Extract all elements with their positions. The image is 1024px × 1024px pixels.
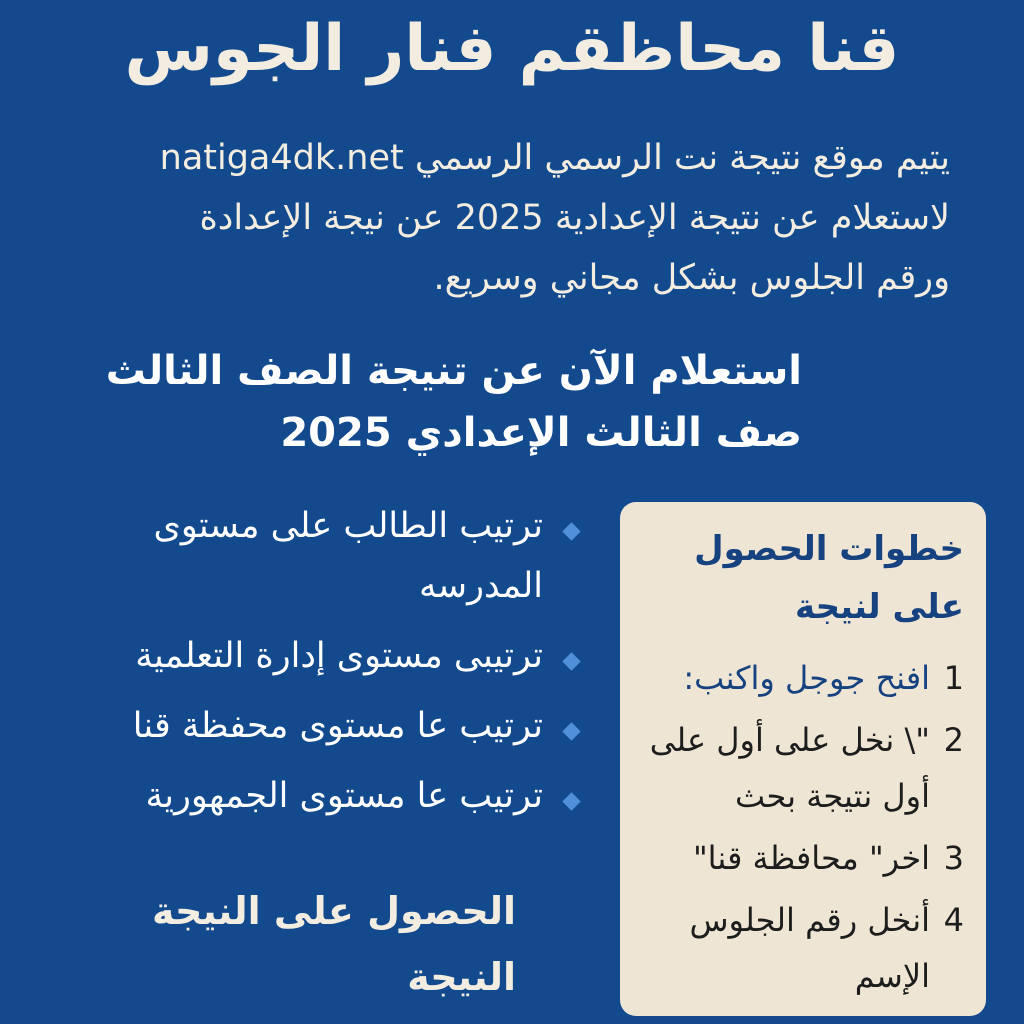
intro-line: لاستعلام عن نتيجة الإعدادية 2025 عن نيجة الإعدادة (199, 198, 950, 238)
step-item (642, 712, 964, 824)
step-text: أنخل رقم الجلوس الإسم (689, 901, 930, 995)
step-item (642, 892, 964, 1004)
steps-title-line: على لنيجة (795, 587, 964, 627)
headline-line: صف الثالث الإعدادي 2025 (280, 410, 802, 456)
page-title: قنا محاظقم فنار الجوس (124, 12, 900, 86)
headline (42, 340, 802, 464)
feature-item (18, 626, 578, 686)
feature-text: ترتيبى مستوى إدارة التعلمية (135, 636, 543, 676)
cta-heading (56, 878, 516, 1010)
headline-line: استعلام الآن عن تنيجة الصف الثالث (105, 348, 802, 394)
features-list (18, 496, 578, 836)
steps-title-line: خطوات الحصول (694, 529, 964, 569)
step-text: افنح جوجل واكنب: (683, 659, 930, 697)
feature-text: ترتيب الطالب على مستوى المدرسه (153, 506, 543, 606)
diamond-icon (562, 722, 580, 740)
feature-text: ترتيب عا مستوى محفظة قنا (132, 706, 543, 746)
feature-item (18, 496, 578, 616)
step-item (642, 830, 964, 886)
step-text: "\ نخل على أول على أول نتيجة بحث (649, 721, 930, 815)
step-number: 2 (943, 721, 964, 759)
step-number: 3 (943, 839, 964, 877)
feature-item (18, 766, 578, 826)
intro-paragraph (70, 128, 950, 308)
cta-line: النيجة (407, 955, 516, 999)
intro-line: ورقم الجلوس بشكل مجاني وسريع. (433, 258, 950, 298)
diamond-icon (562, 522, 580, 540)
feature-text: ترتيب عا مستوى الجمهورية (145, 776, 543, 816)
cta-line: الحصول على النيجة (151, 889, 516, 933)
diamond-icon (562, 652, 580, 670)
step-number: 4 (943, 901, 964, 939)
steps-title (642, 520, 964, 636)
step-item (642, 650, 964, 706)
step-text: اخر" محافظة قنا" (692, 839, 930, 877)
step-number: 1 (943, 659, 964, 697)
steps-panel (620, 502, 986, 1016)
intro-line: يتيم موقع نتيجة نت الرسمي الرسمي natiga4dk.net (159, 138, 950, 178)
diamond-icon (562, 792, 580, 810)
feature-item (18, 696, 578, 756)
